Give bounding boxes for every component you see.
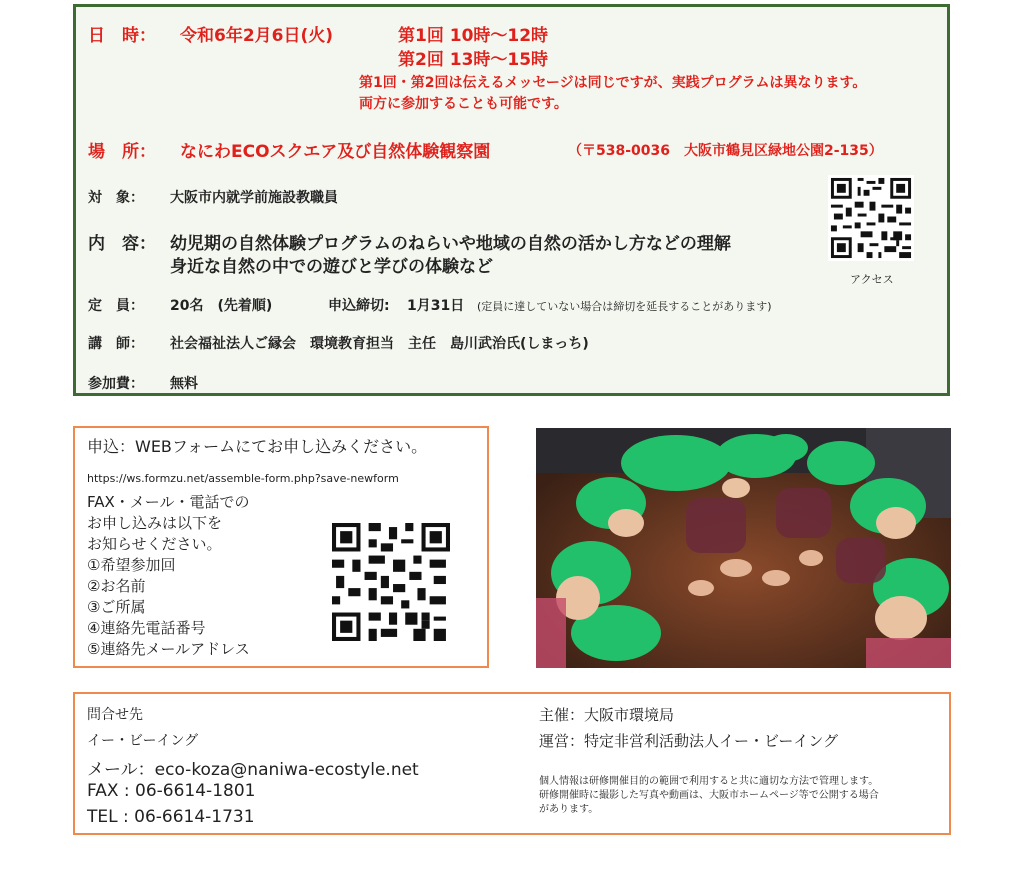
application-box <box>73 426 489 668</box>
list-item-2: ②お名前 <box>87 577 146 595</box>
target-label: 対 象： <box>88 190 144 206</box>
content-line-2: 身近な自然の中での遊びと学びの体験など <box>170 257 493 277</box>
contact-tel: TEL : 06-6614-1731 <box>87 807 255 827</box>
contact-org: イー・ビーイング <box>87 733 199 749</box>
schedule-date: 令和6年2月6日(火) <box>180 26 334 46</box>
access-qr-code[interactable] <box>828 175 914 261</box>
list-item-5: ⑤連絡先メールアドレス <box>87 640 250 658</box>
organizer-operator: 運営：特定非営利活動法人イー・ビーイング <box>539 732 839 750</box>
content-line-1: 幼児期の自然体験プログラムのねらいや地域の自然の活かし方などの理解 <box>170 234 731 254</box>
fax-line-2: お申し込みは以下を <box>87 514 223 532</box>
deadline-label: 申込締切: <box>328 298 390 314</box>
contact-fax: FAX : 06-6614-1801 <box>87 781 256 801</box>
contact-box <box>73 692 951 835</box>
capacity-label: 定 員： <box>88 298 144 314</box>
schedule-label: 日 時： <box>88 26 156 46</box>
deadline-note: (定員に達していない場合は締切を延長することがあります) <box>477 300 772 313</box>
fax-line-1: FAX・メール・電話での <box>87 493 250 511</box>
privacy-line-2: 研修開催時に撮影した写真や動画は、大阪市ホームページ等で公開する場合 <box>539 790 879 801</box>
access-label: アクセス <box>850 273 894 286</box>
session-note-1: 第1回・第2回は伝えるメッセージは同じですが、実践プログラムは異なります。 <box>359 75 867 91</box>
list-item-3: ③ご所属 <box>87 598 146 616</box>
session-2: 第2回 13時～15時 <box>398 50 549 70</box>
apply-url-link[interactable]: https://ws.formzu.net/assemble-form.php?save-newform <box>87 472 399 485</box>
list-item-1: ①希望参加回 <box>87 556 176 574</box>
target-value: 大阪市内就学前施設教職員 <box>170 190 338 206</box>
venue-name: なにわECOスクエア及び自然体験観察園 <box>180 142 491 162</box>
capacity-value: 20名 (先着順) <box>170 298 273 314</box>
fee-value: 無料 <box>170 376 198 392</box>
fee-label: 参加費： <box>88 376 144 392</box>
lecturer-label: 講 師： <box>88 336 144 352</box>
deadline-value: 1月31日 <box>407 298 465 314</box>
children-nature-photo <box>536 428 951 668</box>
list-item-4: ④連絡先電話番号 <box>87 619 206 637</box>
session-1: 第1回 10時～12時 <box>398 26 549 46</box>
organizer-host: 主催：大阪市環境局 <box>539 706 675 724</box>
venue-address: （〒538-0036 大阪市鶴見区緑地公園2-135） <box>568 143 883 159</box>
contact-title: 問合せ先 <box>87 707 143 723</box>
apply-title: 申込：WEBフォームにてお申し込みください。 <box>87 437 428 456</box>
lecturer-value: 社会福祉法人ご縁会 環境教育担当 主任 島川武治氏(しまっち) <box>170 336 589 352</box>
venue-label: 場 所： <box>88 142 156 162</box>
privacy-line-3: があります。 <box>539 804 599 815</box>
privacy-line-1: 個人情報は研修開催目的の範囲で利用すると共に適切な方法で管理します。 <box>539 776 879 787</box>
application-qr-code[interactable] <box>332 523 450 641</box>
fax-line-3: お知らせください。 <box>87 535 222 553</box>
contact-email-link[interactable]: メール：eco-koza@naniwa-ecostyle.net <box>87 760 419 780</box>
session-note-2: 両方に参加することも可能です。 <box>359 96 568 112</box>
content-label: 内 容： <box>88 234 156 254</box>
event-info-box <box>73 4 950 396</box>
